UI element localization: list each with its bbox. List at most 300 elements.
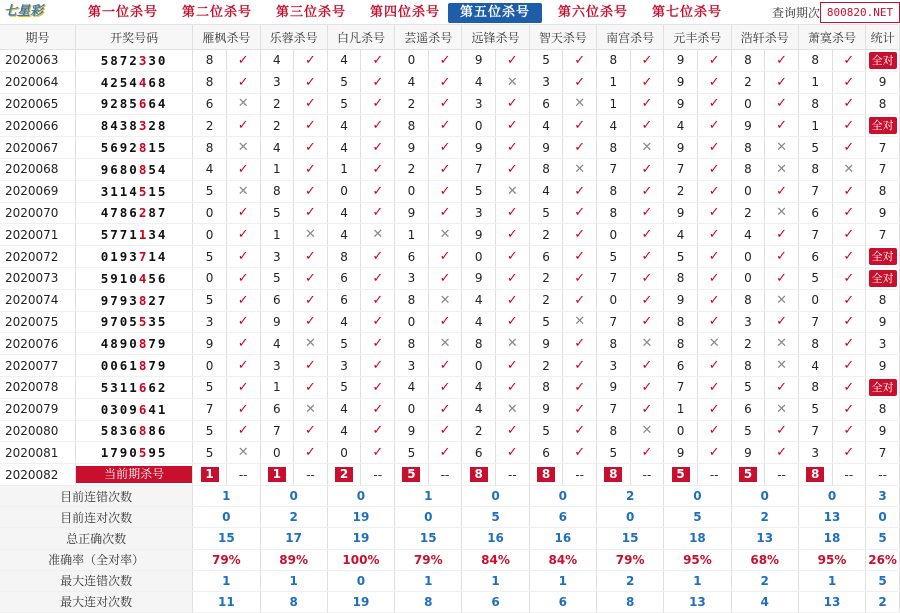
draw-digits-before: 5836 <box>100 423 139 439</box>
tab-position-1[interactable]: 第一位杀号 <box>87 5 158 20</box>
draw-digit-highlight: 8 <box>138 336 149 352</box>
kill-number: 5 <box>596 246 630 268</box>
stat-total: 26% <box>866 549 900 570</box>
cross-icon <box>765 202 799 224</box>
stat-value: 0 <box>462 485 529 506</box>
kill-number: 3 <box>731 311 765 333</box>
draw-digits-before: 9285 <box>100 96 139 112</box>
stat-value: 0 <box>731 485 798 506</box>
check-icon <box>630 115 664 137</box>
stat-value: 2 <box>731 570 798 591</box>
check-icon <box>765 50 799 72</box>
check-icon <box>563 71 597 93</box>
check-icon: ✓ <box>237 52 249 68</box>
kill-number: 5 <box>596 442 630 464</box>
stat-value: 18 <box>664 528 731 549</box>
check-icon: ✓ <box>372 270 384 286</box>
check-icon <box>496 267 530 289</box>
kill-number: 5 <box>529 50 563 72</box>
issue-number: 2020069 <box>0 180 75 202</box>
kill-number: 5 <box>327 71 361 93</box>
stat-value: 95% <box>798 549 865 570</box>
check-icon <box>428 50 462 72</box>
cross-icon: ✕ <box>237 140 249 156</box>
check-icon: ✓ <box>776 74 787 90</box>
check-icon: ✓ <box>708 358 720 374</box>
kill-number: 6 <box>260 289 294 311</box>
check-icon: ✓ <box>372 379 384 395</box>
check-icon: ✓ <box>574 74 586 90</box>
check-icon <box>294 180 328 202</box>
check-icon: ✓ <box>641 183 653 199</box>
kill-number: 8 <box>664 311 698 333</box>
kill-number: 1 <box>260 224 294 246</box>
check-icon: ✓ <box>574 140 586 156</box>
cross-icon <box>294 224 328 246</box>
correct-count: 7 <box>878 140 887 155</box>
check-icon: ✓ <box>708 423 720 439</box>
draw-digits-after: 79 <box>148 358 168 374</box>
stat-value: 84% <box>462 549 529 570</box>
draw-digits-after: 34 <box>148 227 168 243</box>
kill-number: 3 <box>260 71 294 93</box>
draw-digit-highlight: 5 <box>138 314 149 330</box>
cross-icon <box>563 158 597 180</box>
kill-number: 8 <box>395 289 429 311</box>
kill-number: 6 <box>327 289 361 311</box>
check-icon <box>765 71 799 93</box>
check-icon <box>765 93 799 115</box>
kill-number: 6 <box>327 267 361 289</box>
draw-digits-before: 8438 <box>100 118 139 134</box>
check-icon <box>496 93 530 115</box>
kill-number: 4 <box>462 376 496 398</box>
kill-number: 5 <box>193 376 227 398</box>
stat-value: 4 <box>731 591 798 612</box>
check-icon <box>428 311 462 333</box>
check-icon <box>294 289 328 311</box>
row-stat <box>866 246 900 268</box>
cross-icon <box>226 442 260 464</box>
tab-position-6[interactable]: 第六位杀号 <box>557 5 628 20</box>
kill-number: 7 <box>596 267 630 289</box>
current-kill-cell <box>798 464 832 486</box>
cross-icon <box>496 180 530 202</box>
kill-number: 9 <box>395 420 429 442</box>
issue-number: 2020079 <box>0 398 75 420</box>
kill-number: 8 <box>596 180 630 202</box>
issue-number: 2020072 <box>0 246 75 268</box>
top-bar <box>0 0 900 25</box>
draw-digits-before: 3114 <box>100 183 139 199</box>
kill-number: 9 <box>529 137 563 159</box>
cross-icon <box>832 158 866 180</box>
stat-value: 0 <box>798 485 865 506</box>
check-icon: ✓ <box>708 74 720 90</box>
check-icon: ✓ <box>574 292 586 308</box>
stat-value: 79% <box>395 549 462 570</box>
correct-count: 9 <box>878 205 887 220</box>
correct-count: 8 <box>878 96 887 111</box>
cross-icon <box>697 333 731 355</box>
check-icon <box>697 93 731 115</box>
check-icon: ✓ <box>237 358 249 374</box>
check-icon <box>226 267 260 289</box>
draw-number <box>75 333 192 355</box>
check-icon <box>226 115 260 137</box>
check-icon <box>226 420 260 442</box>
stat-value: 0 <box>664 485 731 506</box>
check-icon: ✓ <box>843 358 855 374</box>
kill-number: 9 <box>529 333 563 355</box>
row-stat <box>866 50 900 72</box>
check-icon <box>226 202 260 224</box>
kill-number: 8 <box>193 50 227 72</box>
kill-number: 6 <box>529 93 563 115</box>
cross-icon: ✕ <box>641 336 653 352</box>
check-icon: ✓ <box>439 358 451 374</box>
check-icon: ✓ <box>776 227 787 243</box>
draw-digits-after: 30 <box>148 52 168 68</box>
stat-value: 0 <box>529 485 596 506</box>
table-row <box>0 158 900 180</box>
check-icon <box>361 289 395 311</box>
kill-number: 5 <box>529 202 563 224</box>
draw-number <box>75 137 192 159</box>
check-icon: ✓ <box>574 270 586 286</box>
kill-number: 0 <box>731 180 765 202</box>
check-icon <box>428 180 462 202</box>
check-icon <box>563 420 597 442</box>
check-icon: ✓ <box>843 423 855 439</box>
check-icon <box>428 355 462 377</box>
kill-number: 0 <box>462 355 496 377</box>
check-icon: ✓ <box>506 118 518 134</box>
check-icon <box>496 115 530 137</box>
check-icon: ✓ <box>372 423 384 439</box>
kill-number: 9 <box>596 376 630 398</box>
kill-number: 2 <box>529 289 563 311</box>
table-row <box>0 289 900 311</box>
check-icon <box>428 158 462 180</box>
kill-number: 3 <box>798 442 832 464</box>
check-icon: ✓ <box>776 96 787 112</box>
draw-digits-before: 0061 <box>100 358 139 374</box>
issue-number: 2020070 <box>0 202 75 224</box>
kill-number: 4 <box>462 398 496 420</box>
table-row <box>0 71 900 93</box>
col-expert-10: 萧寞杀号 <box>798 25 865 50</box>
check-icon <box>697 158 731 180</box>
issue-number: 2020081 <box>0 442 75 464</box>
kill-number: 1 <box>327 158 361 180</box>
check-icon: ✓ <box>237 336 249 352</box>
check-icon: ✓ <box>641 292 653 308</box>
kill-number: 0 <box>596 224 630 246</box>
check-icon <box>226 355 260 377</box>
kill-number: 8 <box>596 137 630 159</box>
stat-value: 0 <box>260 485 327 506</box>
check-icon <box>563 289 597 311</box>
kill-number: 5 <box>529 311 563 333</box>
draw-digits-after: 86 <box>148 423 168 439</box>
kill-number: 1 <box>596 71 630 93</box>
check-icon <box>765 267 799 289</box>
check-icon: ✓ <box>574 445 586 461</box>
cross-icon <box>630 137 664 159</box>
check-icon: ✓ <box>708 140 720 156</box>
check-icon <box>496 202 530 224</box>
stat-label: 目前连对次数 <box>0 507 193 528</box>
draw-number <box>75 115 192 137</box>
kill-number: 4 <box>327 137 361 159</box>
stat-label: 目前连错次数 <box>0 485 193 506</box>
cross-icon <box>765 333 799 355</box>
cross-icon <box>428 289 462 311</box>
kill-number-table <box>0 25 900 613</box>
current-kill-cell <box>529 464 563 486</box>
stat-value: 16 <box>462 528 529 549</box>
stat-value: 2 <box>596 485 663 506</box>
draw-digits-after: 54 <box>148 161 168 177</box>
pending-mark: -- <box>832 464 866 486</box>
draw-digits-before: 4786 <box>100 205 139 221</box>
kill-number: 0 <box>395 311 429 333</box>
kill-number: 0 <box>193 355 227 377</box>
kill-number: 4 <box>664 224 698 246</box>
check-icon <box>765 246 799 268</box>
check-icon: ✓ <box>574 183 586 199</box>
cross-icon: ✕ <box>776 292 787 308</box>
check-icon: ✓ <box>506 205 518 221</box>
check-icon <box>361 93 395 115</box>
check-icon <box>496 420 530 442</box>
check-icon <box>630 246 664 268</box>
cross-icon: ✕ <box>439 227 451 243</box>
check-icon: ✓ <box>237 379 249 395</box>
pending-mark: -- <box>496 464 530 486</box>
cross-icon: ✕ <box>439 336 451 352</box>
check-icon <box>294 246 328 268</box>
pending-mark: -- <box>226 464 260 486</box>
kill-number: 0 <box>395 50 429 72</box>
cross-icon: ✕ <box>574 161 586 177</box>
check-icon: ✓ <box>439 118 451 134</box>
kill-number: 2 <box>664 180 698 202</box>
check-icon <box>765 442 799 464</box>
kill-number: 0 <box>798 289 832 311</box>
draw-digit-highlight: 8 <box>138 292 149 308</box>
stat-value: 1 <box>395 485 462 506</box>
draw-number <box>75 50 192 72</box>
kill-number: 5 <box>462 180 496 202</box>
kill-number: 8 <box>529 376 563 398</box>
col-expert-6: 智天杀号 <box>529 25 596 50</box>
site-badge: 800820.NET <box>820 2 900 23</box>
check-icon: ✓ <box>641 118 653 134</box>
kill-number: 7 <box>798 311 832 333</box>
draw-digits-before: 5910 <box>100 270 139 286</box>
check-icon: ✓ <box>305 205 316 221</box>
kill-number: 2 <box>462 420 496 442</box>
check-icon <box>697 115 731 137</box>
row-stat <box>866 398 900 420</box>
check-icon: ✓ <box>843 336 855 352</box>
draw-digit-highlight: 3 <box>138 52 149 68</box>
kill-number: 8 <box>731 158 765 180</box>
check-icon <box>832 420 866 442</box>
current-kill-cell <box>731 464 765 486</box>
check-icon: ✓ <box>708 270 720 286</box>
tab-position-3[interactable]: 第三位杀号 <box>275 5 346 20</box>
check-icon <box>697 442 731 464</box>
kill-number: 9 <box>664 93 698 115</box>
draw-digit-highlight: 4 <box>138 74 149 90</box>
kill-number: 4 <box>327 224 361 246</box>
col-expert-5: 远锋杀号 <box>462 25 529 50</box>
check-icon: ✓ <box>506 270 518 286</box>
draw-digits-before: 9705 <box>100 314 139 330</box>
stat-value: 1 <box>798 570 865 591</box>
kill-number: 4 <box>462 311 496 333</box>
check-icon <box>361 376 395 398</box>
check-icon: ✓ <box>439 74 451 90</box>
check-icon: ✓ <box>843 270 855 286</box>
kill-number: 4 <box>731 224 765 246</box>
cross-icon: ✕ <box>843 161 855 177</box>
current-kill-cell <box>327 464 361 486</box>
row-stat <box>866 115 900 137</box>
check-icon: ✓ <box>641 358 653 374</box>
check-icon: ✓ <box>574 249 586 265</box>
check-icon <box>563 246 597 268</box>
check-icon <box>226 224 260 246</box>
kill-number: 0 <box>395 398 429 420</box>
row-stat <box>866 420 900 442</box>
table-row <box>0 355 900 377</box>
kill-number: 4 <box>462 71 496 93</box>
table-row <box>0 246 900 268</box>
check-icon: ✓ <box>843 314 855 330</box>
kill-number: 4 <box>529 115 563 137</box>
stat-value: 18 <box>798 528 865 549</box>
draw-digits-after: 62 <box>148 379 168 395</box>
correct-count: 9 <box>878 314 887 329</box>
query-period-label[interactable]: 查询期次 <box>771 6 820 20</box>
correct-count: 8 <box>878 184 887 199</box>
issue-number: 2020080 <box>0 420 75 442</box>
row-stat <box>866 71 900 93</box>
check-icon <box>832 115 866 137</box>
site-logo: 七星彩 <box>4 4 44 19</box>
check-icon: ✓ <box>574 227 586 243</box>
kill-number: 9 <box>260 311 294 333</box>
pending-mark: -- <box>697 464 731 486</box>
draw-digits-after: 15 <box>148 183 168 199</box>
cross-icon <box>496 398 530 420</box>
all-correct-badge: 全对 <box>869 117 897 134</box>
kill-number: 7 <box>462 158 496 180</box>
tab-position-5[interactable]: 第五位杀号 <box>448 3 542 23</box>
check-icon <box>226 246 260 268</box>
check-icon: ✓ <box>574 118 586 134</box>
stat-value: 8 <box>596 591 663 612</box>
kill-number: 3 <box>260 355 294 377</box>
check-icon: ✓ <box>305 74 316 90</box>
current-label-cell <box>75 464 192 486</box>
pending-mark: -- <box>765 464 799 486</box>
current-kill-cell <box>193 464 227 486</box>
table-row <box>0 180 900 202</box>
tab-position-2[interactable]: 第二位杀号 <box>181 5 252 20</box>
kill-number: 3 <box>193 311 227 333</box>
cross-icon: ✕ <box>506 74 518 90</box>
kill-number: 9 <box>193 333 227 355</box>
check-icon: ✓ <box>641 74 653 90</box>
check-icon <box>226 376 260 398</box>
kill-number: 8 <box>731 137 765 159</box>
draw-digits-before: 9793 <box>100 292 139 308</box>
tab-position-7[interactable]: 第七位杀号 <box>651 5 722 20</box>
cross-icon <box>428 333 462 355</box>
check-icon: ✓ <box>372 249 384 265</box>
draw-number <box>75 398 192 420</box>
check-icon: ✓ <box>372 401 384 417</box>
issue-number: 2020067 <box>0 137 75 159</box>
check-icon <box>563 224 597 246</box>
stat-value: 1 <box>529 570 596 591</box>
check-icon: ✓ <box>237 401 249 417</box>
check-icon <box>765 420 799 442</box>
kill-number: 4 <box>596 115 630 137</box>
kill-number: 4 <box>529 180 563 202</box>
kill-number: 9 <box>395 137 429 159</box>
stat-value: 1 <box>260 570 327 591</box>
stat-value: 79% <box>596 549 663 570</box>
kill-number: 8 <box>798 93 832 115</box>
check-icon: ✓ <box>237 161 249 177</box>
correct-count: 7 <box>878 445 887 460</box>
table-row <box>0 137 900 159</box>
kill-number: 3 <box>395 267 429 289</box>
cross-icon: ✕ <box>776 205 787 221</box>
check-icon <box>428 442 462 464</box>
kill-number: 8 <box>596 333 630 355</box>
stat-label: 最大连对次数 <box>0 591 193 612</box>
check-icon <box>294 158 328 180</box>
check-icon <box>294 420 328 442</box>
check-icon: ✓ <box>305 96 316 112</box>
current-kill-number: 5 <box>402 467 420 482</box>
kill-number: 9 <box>664 50 698 72</box>
check-icon: ✓ <box>506 358 518 374</box>
col-expert-8: 元丰杀号 <box>664 25 731 50</box>
check-icon: ✓ <box>237 205 249 221</box>
stat-total: 3 <box>866 485 900 506</box>
check-icon <box>361 267 395 289</box>
col-expert-2: 乐蓉杀号 <box>260 25 327 50</box>
tab-position-4[interactable]: 第四位杀号 <box>369 5 440 20</box>
issue-number: 2020075 <box>0 311 75 333</box>
check-icon: ✓ <box>776 52 787 68</box>
correct-count: 9 <box>878 423 887 438</box>
draw-digits-after: 64 <box>148 96 168 112</box>
check-icon: ✓ <box>439 270 451 286</box>
stat-value: 8 <box>395 591 462 612</box>
check-icon: ✓ <box>843 52 855 68</box>
kill-number: 0 <box>260 442 294 464</box>
cross-icon <box>765 355 799 377</box>
